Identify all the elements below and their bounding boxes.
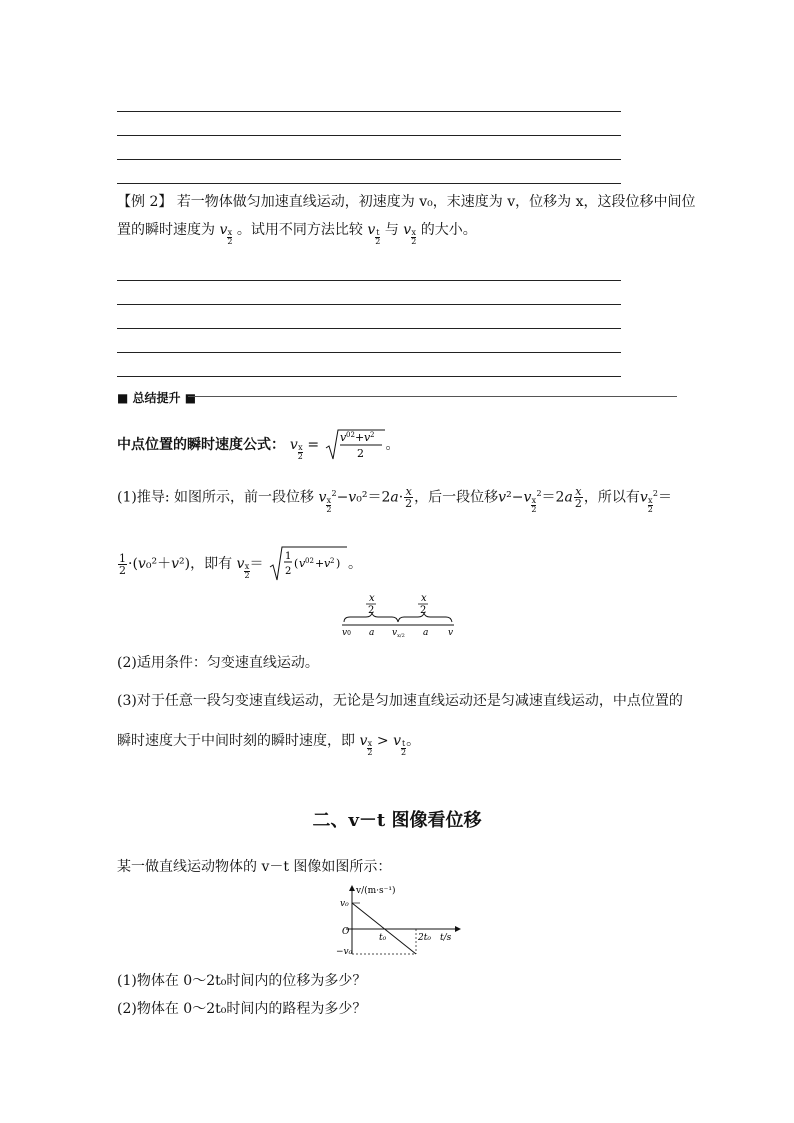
svg-text:vx/2: $v_{x/2}$ xyxy=(392,628,405,639)
answer-line xyxy=(117,328,621,329)
question-2: (2)物体在 0～2t₀时间内的路程为多少？ xyxy=(117,1001,367,1017)
svg-text:+: + xyxy=(315,557,325,570)
half-label-num: x xyxy=(369,593,375,604)
derivation-line2: $\frac{1}{2}$ ·(v₀²＋v²)，即有 v $\frac{x}{2}=$ 1 2 ( v 02 + v 2 ) 。 xyxy=(117,545,362,583)
graph-ybottom: −v₀ xyxy=(336,947,353,957)
example2-tag: 【例 2】 xyxy=(117,194,173,210)
answer-line xyxy=(117,280,621,281)
svg-text:+: + xyxy=(354,431,364,444)
svg-text:2: 2 xyxy=(368,605,375,616)
segment-diagram xyxy=(340,592,460,640)
answer-line xyxy=(117,159,621,160)
svg-text:2: 2 xyxy=(356,447,364,460)
summary-label: ■ 总结提升 ■ xyxy=(117,391,197,405)
answer-line xyxy=(117,135,621,136)
answer-line xyxy=(117,111,621,112)
graph-origin: O xyxy=(342,927,350,937)
example2-text1: 若一物体做匀加速直线运动，初速度为 v₀，末速度为 v，位移为 x，这段位移中间位 xyxy=(176,194,696,210)
graph-t0: t₀ xyxy=(379,933,387,943)
svg-text:v: v xyxy=(448,628,454,638)
section2-heading: 二、v－t 图像看位移 xyxy=(312,810,482,831)
svg-text:a: a xyxy=(423,628,429,638)
sqrt-formula-2 xyxy=(268,545,348,583)
svg-text:v: v xyxy=(299,557,306,570)
graph-xlabel: t/s xyxy=(440,933,452,943)
graph-ytop: v₀ xyxy=(340,899,349,909)
answer-line xyxy=(117,183,621,184)
example2-line2: 置的瞬时速度为 v $\frac{x}{2}$ 。试用不同方法比较 v $\frac{t}{2}$ 与 v $\frac{x}{2}$ 的大小。 xyxy=(117,222,477,246)
svg-text:02: 02 xyxy=(345,431,355,439)
graph-2t0: 2t₀ xyxy=(418,933,431,943)
svg-text:v: v xyxy=(363,431,370,444)
question-1: (1)物体在 0～2t₀时间内的位移为多少？ xyxy=(117,973,367,989)
point3-line1: (3)对于任意一段匀变速直线运动，无论是匀加速直线运动还是匀减速直线运动，中点位置的 xyxy=(117,693,683,709)
derivation-line1: (1)推导: 如图所示，前一段位移 v $\frac{x}{2}^2-v_0^2=2a\cdot$ $\frac{x}{2}$ ，后一段位移v²−v $\frac{x}{2}^2=2a$ $\frac{x}{2}$ ，所以有v $\frac{x}{2}^2=$ xyxy=(117,485,672,514)
answer-line xyxy=(117,304,621,305)
graph-ylabel: v/(m·s⁻¹) xyxy=(356,886,396,896)
svg-text:02: 02 xyxy=(305,557,314,565)
section2-intro: 某一做直线运动物体的 v－t 图像如图所示： xyxy=(117,859,392,875)
svg-text:v0: v0 xyxy=(342,628,351,638)
condition-text: (2)适用条件：匀变速直线运动。 xyxy=(117,655,319,671)
svg-text:1: 1 xyxy=(285,551,292,562)
svg-text:x: x xyxy=(421,593,427,604)
svg-text:2: 2 xyxy=(420,605,427,616)
svg-text:2: 2 xyxy=(330,557,335,565)
svg-text:v: v xyxy=(339,431,346,444)
sqrt-formula xyxy=(324,428,386,462)
formula-line: 中点位置的瞬时速度公式： v $\frac{x}{2}$ = v 02 + v 2 2 。 xyxy=(117,428,400,462)
svg-text:v: v xyxy=(324,557,331,570)
svg-text:(: ( xyxy=(294,557,299,570)
svg-text:): ) xyxy=(336,557,341,570)
answer-line xyxy=(117,376,621,377)
svg-text:2: 2 xyxy=(369,431,374,439)
svg-text:a: a xyxy=(369,628,375,638)
svg-text:2: 2 xyxy=(285,566,292,577)
vt-graph xyxy=(336,882,466,958)
example2-line1 xyxy=(117,194,696,210)
summary-divider xyxy=(188,396,677,397)
point3-line2: 瞬时速度大于中间时刻的瞬时速度，即 v $\frac{x}{2} > v$ $\frac{t}{2}$。 xyxy=(117,733,421,757)
answer-line xyxy=(117,352,621,353)
